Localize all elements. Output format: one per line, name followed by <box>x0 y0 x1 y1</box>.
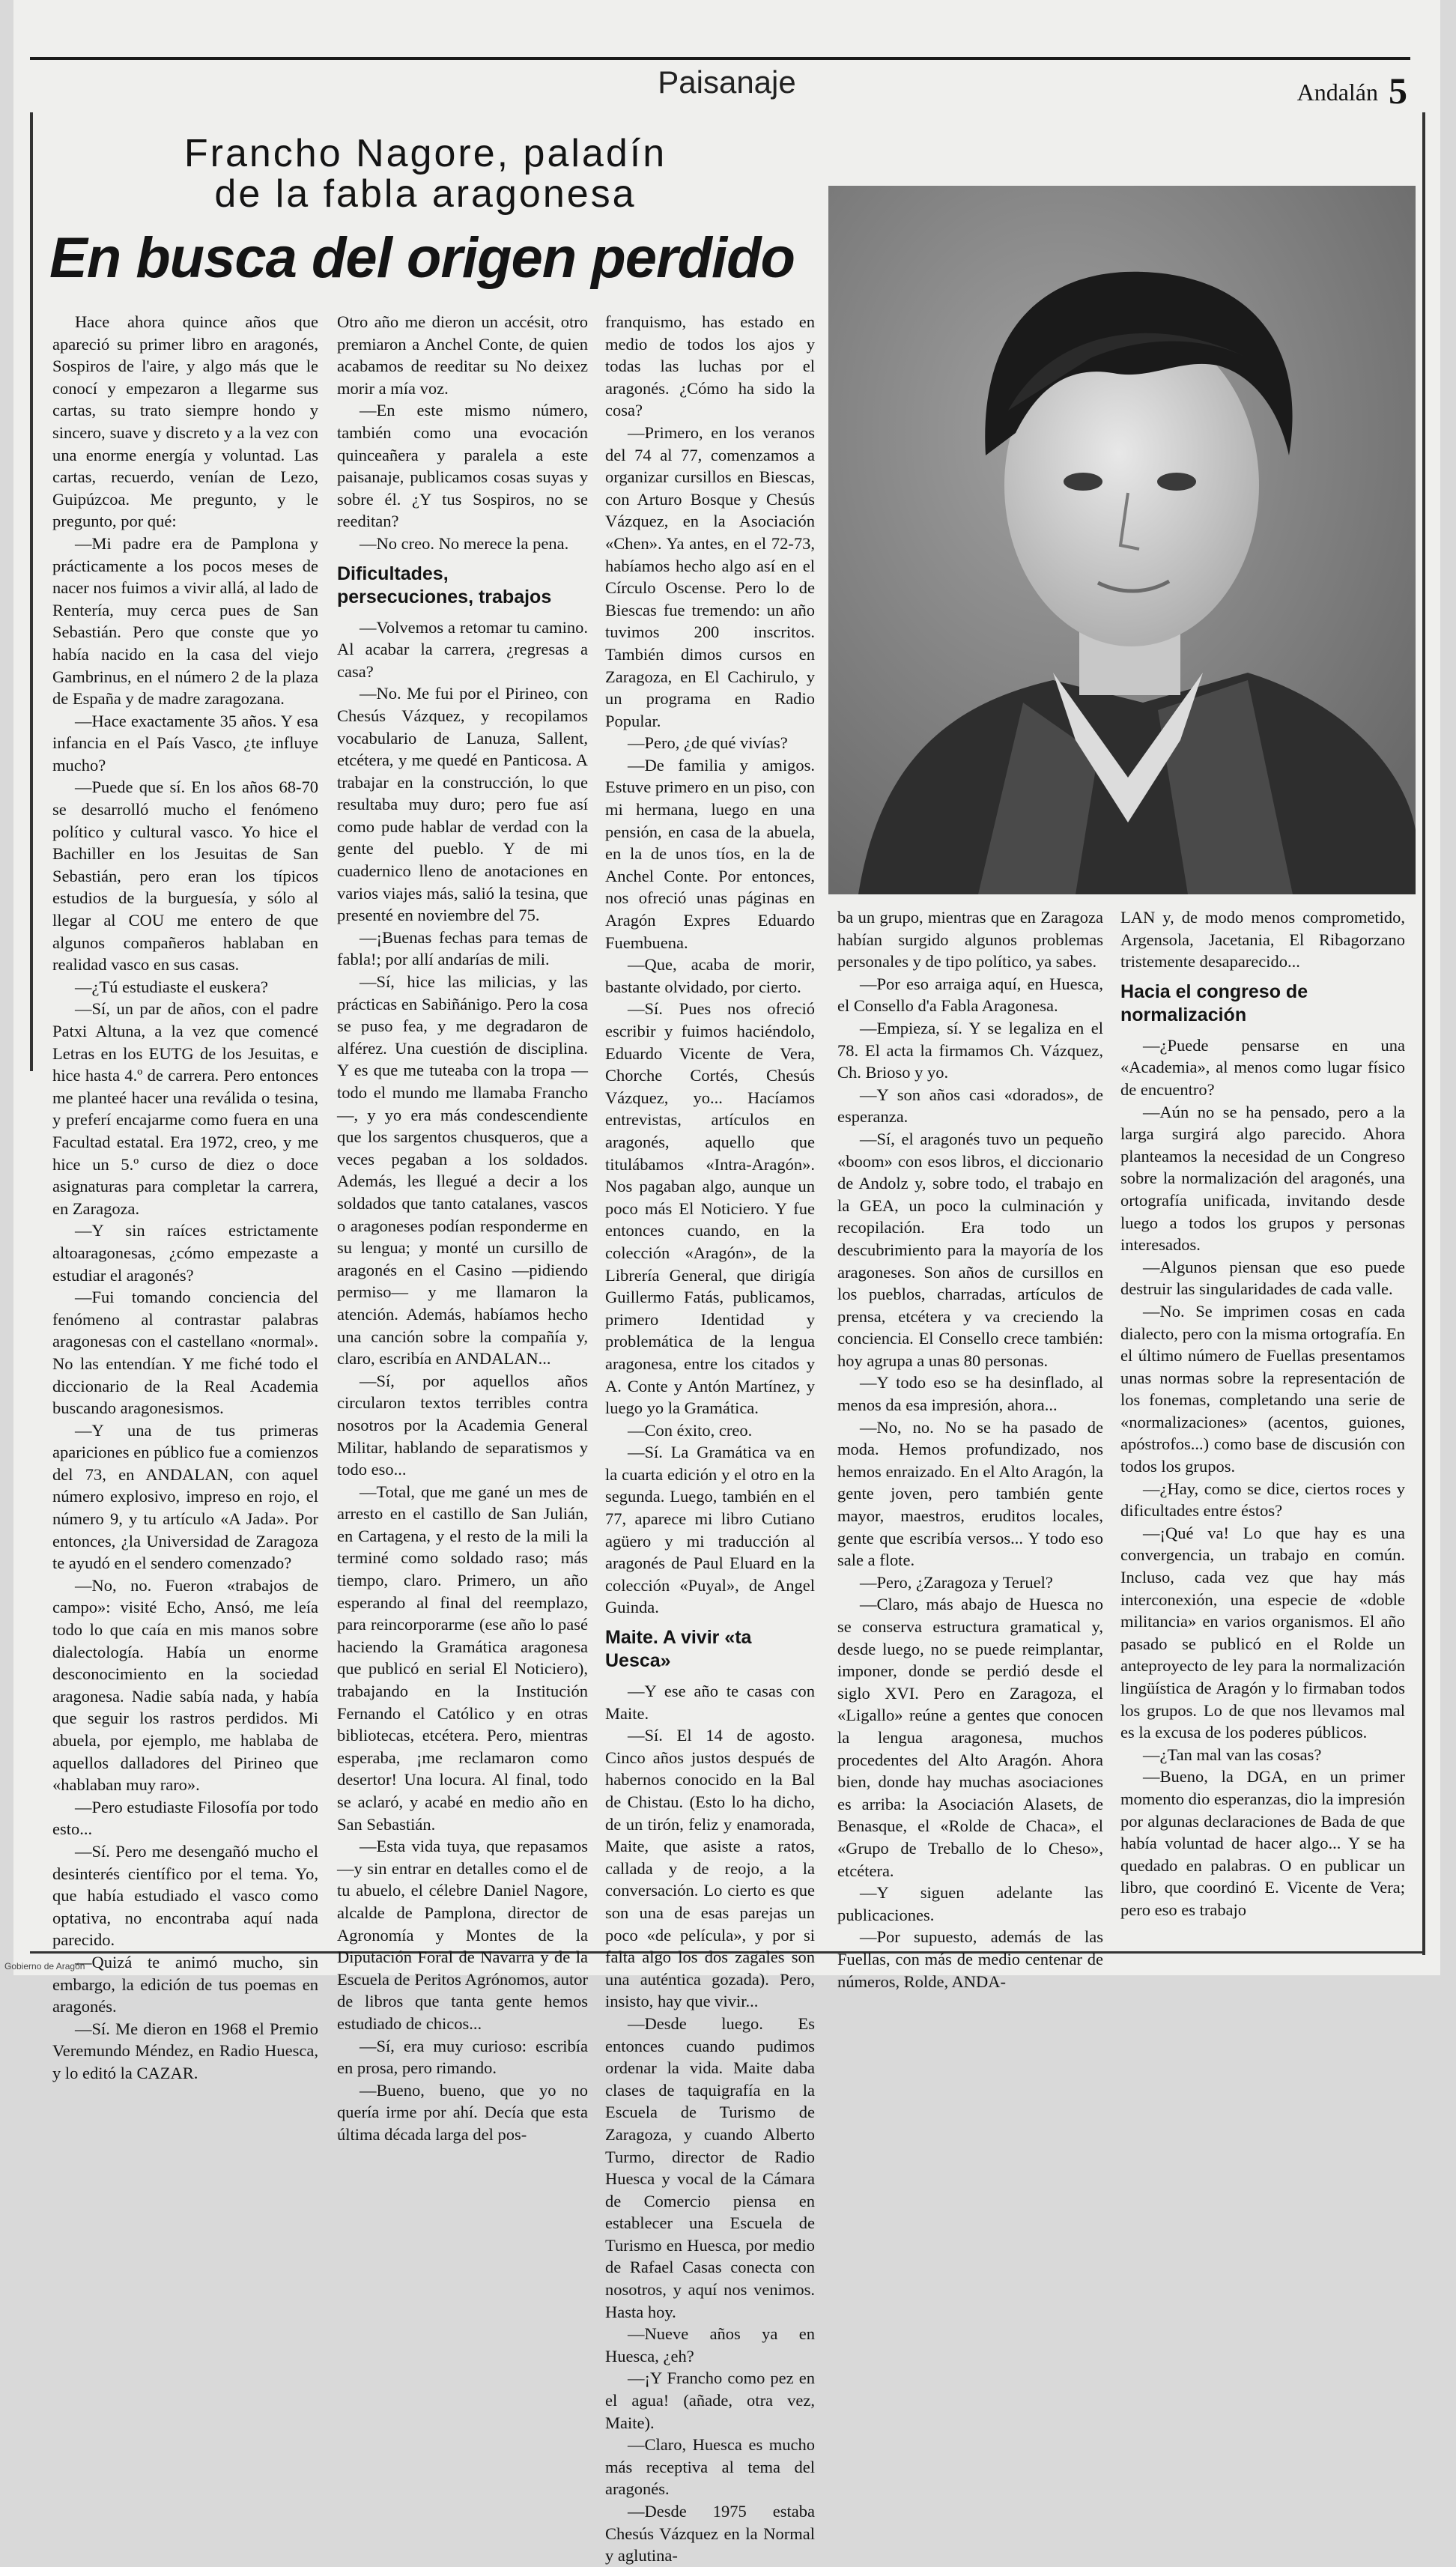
paragraph: —En este mismo número, también como una evocación quinceañera y paralela a este paisanaje, publicamos cosas suyas y sobre él. ¿Y tus Sospiros, no se reeditan? <box>337 401 588 531</box>
subheading: Maite. A vivir «ta Uesca» <box>605 1627 752 1672</box>
paragraph: —Sí. Pero me desengañó mucho el desinterés científico por el tema. Yo, que había estudiado el vasco como optativa, no encontraba aquí nada parecido. <box>52 1841 318 1950</box>
paragraph: —¡Buenas fechas para temas de fabla!; por allí andarías de mili. <box>337 927 588 969</box>
paragraph: —Y son años casi «dorados», de esperanza. <box>837 1085 1103 1127</box>
paragraph: —Pero, ¿de qué vivías? <box>628 733 788 753</box>
paragraph: —Sí. La Gramática va en la cuarta edición y el otro en la segunda. Luego, también en el 77, aparece mi libro Cutiano agüero y mi traducción al aragonés de Paul Eluard en la colección «Puyal», de Angel Guinda. <box>605 1443 815 1617</box>
publication-name: Andalán <box>1296 79 1378 106</box>
article-column <box>337 311 588 2144</box>
paragraph: —Total, que me gané un mes de arresto en el castillo de San Julián, en Cartagena, y el resto de la mili la terminé como soldado raso; más tiempo, claro. Primero, un año esperando al final del reemplazo, para reincorporarme (ese año lo pasé haciendo la Gramática aragonesa que publicó en serial El Noticiero), trabajando en la Institución Fernando el Católico y en otras bibliotecas, etcétera. Pero, mientras esperaba, ¡me reclamaron como desertor! Una locura. Al final, todo se aclaró, y acabé en medio año en San Sebastián. <box>337 1482 588 1834</box>
paragraph: —Y siguen adelante las publicaciones. <box>837 1883 1103 1924</box>
paragraph: —Primero, en los veranos del 74 al 77, comenzamos a organizar cursillos en Biescas, con Arturo Bosque y Chesús Vázquez, en la Asociación «Chen». Ya antes, en el 72-73, habíamos hecho algo así en el Círculo Oscense. Pero lo de Biescas fue tremendo: un año tuvimos 200 inscritos. También dimos cursos en Zaragoza, en El Cachirulo, y un programa en Radio Popular. <box>605 422 815 730</box>
paragraph: —Sí. El 14 de agosto. Cinco años justos después de habernos conocido en la Bal de Chistau. (Esto lo ha dicho, de un tirón, feliz y enamorada, Maite, que asiste a ratos, callada y de reojo, a la conversación. Lo cierto es que son una de esas parejas un poco «de película», y por si falta algo los dos zagales son una auténtica gozada). Pero, insisto, hay que vivir... <box>605 1726 815 2011</box>
paragraph: —Aún no se ha pensado, pero a la larga surgirá algo parecido. Ahora planteamos la necesidad de un Congreso sobre la normalización del aragonés, una ortografía unificada, invitando desde luego a todos los grupos y personas interesados. <box>1120 1102 1405 1255</box>
paragraph: —Hace exactamente 35 años. Y esa infancia en el País Vasco, ¿te influye mucho? <box>52 711 318 775</box>
paragraph: —Quizá te animó mucho, sin embargo, la edición de tus poemas en aragonés. <box>52 1952 318 2016</box>
paragraph: —Sí. Me dieron en 1968 el Premio Veremundo Méndez, en Radio Huesca, y lo editó la CAZAR. <box>52 2019 318 2082</box>
paragraph: —Bueno, la DGA, en un primer momento dio esperanzas, dio la impresión por algunas declaraciones de Bada de que había voluntad de hacer algo... Y se ha quedado en palabras. O en publicar un libro, que coordinó E. Vicente de Vera; pero eso es trabajo <box>1120 1767 1405 1919</box>
paragraph: —Pero, ¿Zaragoza y Teruel? <box>860 1572 1053 1592</box>
paragraph: —Puede que sí. En los años 68-70 se desarrolló mucho el fenómeno político y cultural vasco. Yo hice el Bachiller en los Jesuitas de San Sebastián, pero eran los típicos estudios de la burguesía, y sólo al llegar al COU me entero de que algunos compañeros hablaban en realidad vasco en sus casas. <box>52 778 318 975</box>
paragraph: —Empieza, sí. Y se legaliza en el 78. El acta la firmamos Ch. Vázquez, Ch. Brioso y yo. <box>837 1018 1103 1082</box>
header-rule <box>30 57 1410 60</box>
article-column <box>605 311 815 2566</box>
paragraph: LAN y, de modo menos comprometido, Argensola, Jacetania, El Ribagorzano tristemente desaparecido... <box>1120 908 1405 972</box>
paragraph: —Y ese año te casas con Maite. <box>605 1682 815 1723</box>
paragraph: —Por supuesto, además de las Fuellas, con más de medio centenar de números, Rolde, ANDA- <box>837 1927 1103 1991</box>
paragraph: —Sí, por aquellos años circularon textos terribles contra nosotros por la Academia General Militar, hablando de separatismos y todo eso... <box>337 1371 588 1479</box>
paragraph: —Bueno, bueno, que yo no quería irme por ahí. Decía que esta última década larga del pos- <box>337 2080 588 2144</box>
paragraph: —Sí, era muy curioso: escribía en prosa, pero rimando. <box>337 2036 588 2078</box>
paragraph: —No. Me fui por el Pirineo, con Chesús Vázquez, y recopilamos vocabulario de Lanuza, Sallent, etcétera, y me quedé en Panticosa. A trabajar en la construcción, lo que resultaba muy duro; pero fue así como pude hablar de verdad con la gente del pueblo. Y de mi cuadernico lleno de anotaciones en varios viajes más, salió la tesina, que presenté en noviembre del 75. <box>337 684 588 925</box>
left-border-rule <box>30 112 33 1071</box>
right-border-rule <box>1422 112 1425 1955</box>
portrait-photo <box>828 186 1416 894</box>
image-credit: Gobierno de Aragón <box>4 1961 85 1972</box>
paragraph: —No creo. No merece la pena. <box>360 533 569 553</box>
paragraph: —Y todo eso se ha desinflado, al menos da esa impresión, ahora... <box>837 1373 1103 1415</box>
article-column <box>1120 906 1405 1936</box>
paragraph: —Pero estudiaste Filosofía por todo esto... <box>52 1797 318 1839</box>
paragraph: —Desde luego. Es entonces cuando pudimos ordenar la vida. Maite daba clases de taquigrafía en la Escuela de Turismo de Zaragoza, y cuando Alberto Turmo, director de Radio Huesca y vocal de la Cámara de Comercio piensa en establecer una Escuela de Turismo en Huesca, por medio de Rafael Casas conecta con nosotros, y aquí nos venimos. Hasta hoy. <box>605 2013 815 2321</box>
paragraph: —Desde 1975 estaba Chesús Vázquez en la Normal y aglutina- <box>605 2502 815 2566</box>
paragraph: —¿Puede pensarse en una «Academia», al menos como lugar físico de encuentro? <box>1120 1035 1405 1099</box>
paragraph: —Nueve años ya en Huesca, ¿eh? <box>605 2324 815 2366</box>
paragraph: —Sí. Pues nos ofreció escribir y fuimos haciéndolo, Eduardo Vicente de Vera, Chorche Cortés, Chesús Vázquez, yo... Hacíamos entrevistas, artículos en aragonés, aquello que titulábamos «Intra-Aragón». Nos pagaban algo, aunque un poco más El Noticiero. Y fue entonces cuando, en la colección «Aragón», de la Librería General, que dirigía Guillermo Fatás, publicamos, primero Identidad y problemática de la lengua aragonesa, entre los citados y A. Conte y Antón Martínez, y luego yo la Gramática. <box>605 999 815 1418</box>
paragraph: Hace ahora quince años que apareció su primer libro en aragonés, Sospiros de l'aire, y algo más que le conocí y empezaron a llegarme sus cartas, su trato siempre hondo y sincero, suave y discreto y a la vez con una enorme energía y voluntad. Las cartas, recuerdo, venían de Lezo, Guipúzcoa. Me pregunto, y le pregunto, por qué: <box>52 312 318 531</box>
paragraph: —Algunos piensan que eso puede destruir las singularidades de cada valle. <box>1120 1257 1405 1299</box>
paragraph: —¿Hay, como se dice, ciertos roces y dificultades entre éstos? <box>1120 1479 1405 1521</box>
paragraph: —Claro, más abajo de Huesca no se conserva estructura gramatical y, desde luego, no se puede reimplantar, imponer, donde se perdió desde el siglo XVI. Pero en Zaragoza, el «Ligallo» reúne a gentes que conocen la lengua aragonesa, muchos procedentes del Alto Aragón. Ahora bien, donde hay muchas asociaciones es arriba: la Asociación Alasets, de Benasque, el «Rolde de Chaca», el «Grupo de Treballo de lo Cheso», etcétera. <box>837 1595 1103 1880</box>
paragraph: —No, no. Fueron «trabajos de campo»: visité Echo, Ansó, me leía todo lo que caía en mis manos sobre dialectología. Había un enorme desconocimiento en la sociedad aragonesa. Nadie sabía nada, y había que seguir los rastros perdidos. Mi abuela, por ejemplo, me hablaba de aquellos dalladores del Pirineo que «hablaban muy raro». <box>52 1575 318 1795</box>
paragraph: Otro año me dieron un accésit, otro premiaron a Anchel Conte, de quien acabamos de reeditar su No deixez morir a mía voz. <box>337 312 588 398</box>
paragraph: —Y una de tus primeras apariciones en público fue a comienzos del 73, en ANDALAN, con aquel número explosivo, impreso en rojo, el número 9, y tu artículo «A Jada». Por entonces, ¿la Universidad de Zaragoza te ayudó en el sendero comenzado? <box>52 1420 318 1573</box>
paragraph: —No, no. No se ha pasado de moda. Hemos profundizado, nos hemos enraizado. En el Alto Aragón, la gente joven, pero también gente mayor, maestros, eruditos locales, gente que escribía versos... Y todo eso sale a flote. <box>837 1417 1103 1570</box>
paragraph: —¡Y Francho como pez en el agua! (añade, otra vez, Maite). <box>605 2369 815 2432</box>
paragraph: —Volvemos a retomar tu camino. Al acabar la carrera, ¿regresas a casa? <box>337 617 588 681</box>
paragraph: —¿Tú estudiaste el euskera? <box>75 977 269 996</box>
paragraph: —Por eso arraiga aquí, en Huesca, el Consello d'a Fabla Aragonesa. <box>837 974 1103 1016</box>
newspaper-page <box>13 0 1440 2566</box>
paragraph: —¿Tan mal van las cosas? <box>1143 1745 1322 1764</box>
paragraph: franquismo, has estado en medio de todos los ajos y todas las luchas por el aragonés. ¿Cómo ha sido la cosa? <box>605 312 815 420</box>
article-column <box>837 906 1103 1991</box>
paragraph: —Y sin raíces estrictamente altoaragonesas, ¿cómo empezaste a estudiar el aragonés? <box>52 1221 318 1285</box>
subheading: Hacia el congreso de normalización <box>1120 981 1308 1025</box>
paragraph: —De familia y amigos. Estuve primero en un piso, con mi hermana, luego en una pensión, en casa de la abuela, en la de unos tíos, en la de Anchel Conte. Por entonces, nos ofreció unas páginas en Aragón Expres Eduardo Fuembuena. <box>605 755 815 952</box>
paragraph: ba un grupo, mientras que en Zaragoza habían surgido algunos problemas personales y de tipo político, ya sabes. <box>837 908 1103 972</box>
paragraph: —Con éxito, creo. <box>628 1420 753 1440</box>
section-title: Paisanaje <box>658 64 796 100</box>
page-number: 5 <box>1389 70 1407 112</box>
portrait-photo-icon <box>828 186 1416 894</box>
masthead <box>1297 69 1407 112</box>
paragraph: —Sí, un par de años, con el padre Patxi Altuna, a la vez que comencé Letras en los EUTG de los Jesuitas, e hice hasta 4.º de carrera. Pero entonces me planteé hacer una reválida o tesina, y preferí encajarme como fuera en una Facultad estatal. Era 1972, creo, y me hice un 5.º curso de diez o doce asignaturas para completar la carrera, en Zaragoza. <box>52 999 318 1218</box>
paragraph: —Sí, hice las milicias, y las prácticas en Sabiñánigo. Pero la cosa se puso fea, y me degradaron de alférez. Una cuestión de disciplina. Y es que me tuteaba con la tropa —todo el mundo me llamaba Francho—, y yo era más condescendiente que los sargentos chusqueros, que a veces pegaban a los soldados. Además, les llegué a decir a los soldados que tanto catalanes, vascos o aragoneses podían responderme en su lengua; y monté un cursillo de aragonés en el Casino —pidiendo permiso— y me llamaron la atención. Además, habíamos hecho una canción sobre la compañía y, claro, escribía en ANDALAN... <box>337 972 588 1369</box>
paragraph: —Esta vida tuya, que repasamos —y sin entrar en detalles como el de tu abuelo, el célebre Daniel Nagore, alcalde de Pamplona, director de Agronomía y Montes de la Diputación Foral de Navarra y de la Escuela de Peritos Agrónomos, autor de libros que tanta gente hemos estudiado de chicos... <box>337 1837 588 2033</box>
paragraph: —Fui tomando conciencia del fenómeno al contrastar palabras aragonesas con el castellano «normal». No las entendían. Y me fiché todo el diccionario de la Real Academia buscando aragonesismos. <box>52 1288 318 1418</box>
kicker-line: de la fabla aragonesa <box>214 172 637 216</box>
subheading: Dificultades, persecuciones, trabajos <box>337 563 552 607</box>
paragraph: —Claro, Huesca es mucho más receptiva al tema del aragonés. <box>605 2435 815 2499</box>
paragraph: —No. Se imprimen cosas en cada dialecto, pero con la misma ortografía. En el último número de Fuellas presentamos unas normas sobre la representación de los fonemas, completando una serie de «normalizaciones» (acentos, guiones, apóstrofos...) como base de discusión con todos los grupos. <box>1120 1301 1405 1476</box>
kicker <box>111 133 740 214</box>
headline: En busca del origen perdido <box>49 226 795 290</box>
paragraph: —Mi padre era de Pamplona y prácticamente a los pocos meses de nacer nos fuimos a vivir allá, al lado de Rentería, muy cerca pues de San Sebastián. Pero que conste que yo había nacido en la casa del viejo Gambrinus, en el número 2 de la plaza de España y de madre zaragozana. <box>52 533 318 709</box>
paragraph: —¡Qué va! Lo que hay es una convergencia, un trabajo en común. Incluso, cada vez que hay más interconexión, una especie de «doble militancia» en varios organismos. El año pasado se publicó en el Rolde un anteproyecto de ley para la normalización lingüística de Aragón y lo firmaban todos los grupos. Lo de que nos llevamos mal es la excusa de los poderes públicos. <box>1120 1523 1405 1742</box>
kicker-line: Francho Nagore, paladín <box>183 132 667 175</box>
article-column <box>52 311 318 2082</box>
paragraph: —Que, acaba de morir, bastante olvidado, por cierto. <box>605 955 815 996</box>
paragraph: —Sí, el aragonés tuvo un pequeño «boom» con esos libros, el diccionario de Andolz y, sobre todo, el trabajo en la GEA, un poco la culminación y recopilación. Era todo un descubrimiento para la mayoría de los aragoneses. Son años de cursillos en los pueblos, charradas, artículos de prensa, etcétera y va creciendo la conciencia. El Consello crece también: hoy agrupa a unas 80 personas. <box>837 1129 1103 1370</box>
